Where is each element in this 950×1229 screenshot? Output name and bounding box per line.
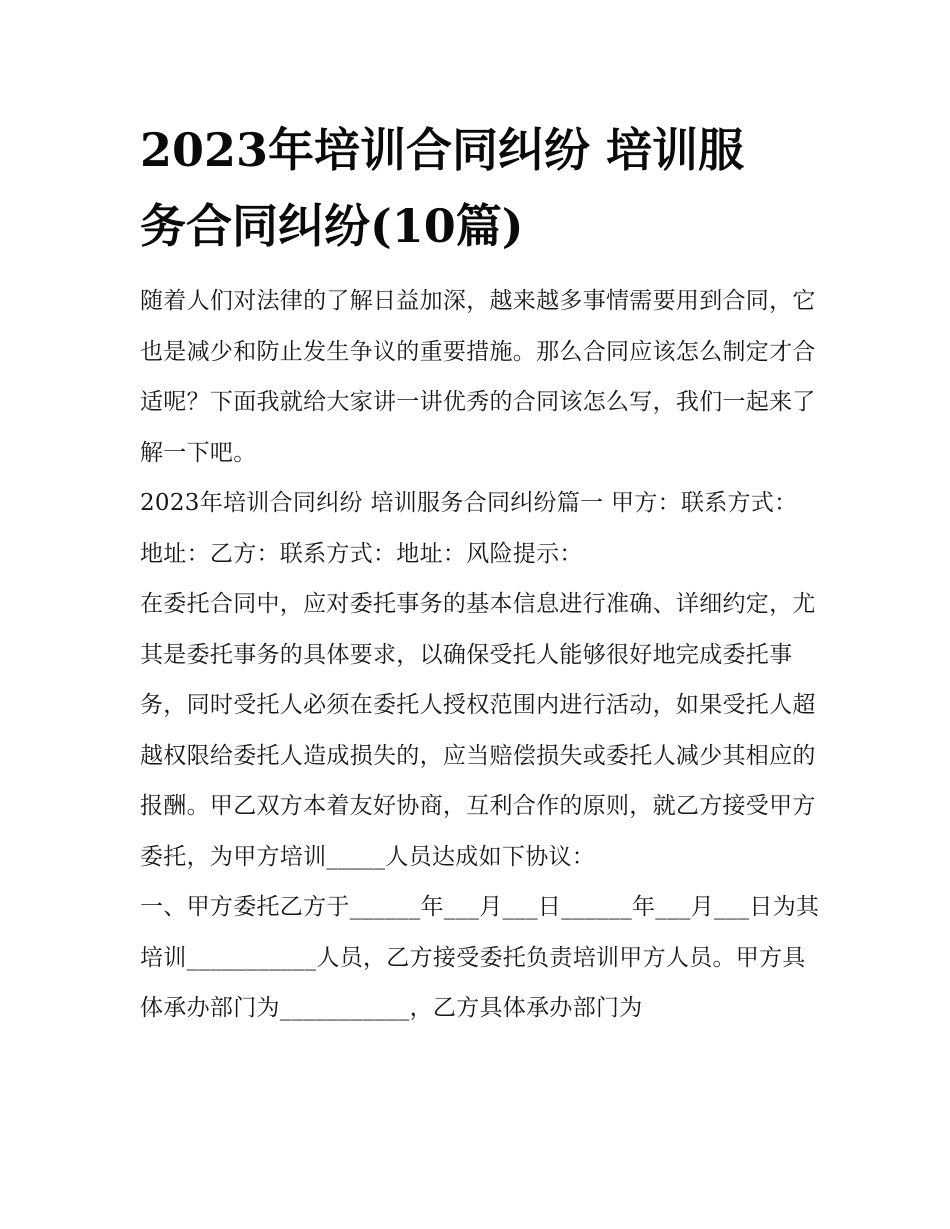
risk-notice-paragraph: 在委托合同中，应对委托事务的基本信息进行准确、详细约定，尤其是委托事务的具体要求，以确保受托人能够很好地完成委托事务，同时受托人必须在委托人授权范围内进行活动，如果受托人超越权限给委托人造成损失的，应当赔偿损失或委托人减少其相应的报酬。甲乙双方本着友好协商，互利合作的原则，就乙方接受甲方委托，为甲方培训_____人员达成如下协议：: [140, 591, 816, 870]
title-line-2: 务合同纠纷(10篇): [140, 199, 524, 253]
document-page: [140, 112, 820, 1034]
document-title: [140, 112, 820, 264]
clause-one-paragraph: 一、甲方委托乙方于______年___月___日______年___月___日为其培训___________人员，乙方接受委托负责培训甲方人员。甲方具体承办部门为___________，乙方具体承办部门为: [140, 894, 820, 1021]
title-line-1: 2023年培训合同纠纷 培训服: [140, 123, 745, 177]
section-one-header: 2023年培训合同纠纷 培训服务合同纠纷篇一 甲方：联系方式：地址：乙方：联系方式：地址：风险提示：: [140, 490, 798, 567]
intro-paragraph: 随着人们对法律的了解日益加深，越来越多事情需要用到合同，它也是减少和防止发生争议的重要措施。那么合同应该怎么制定才合适呢？下面我就给大家讲一讲优秀的合同该怎么写，我们一起来了解一下吧。: [140, 288, 816, 466]
